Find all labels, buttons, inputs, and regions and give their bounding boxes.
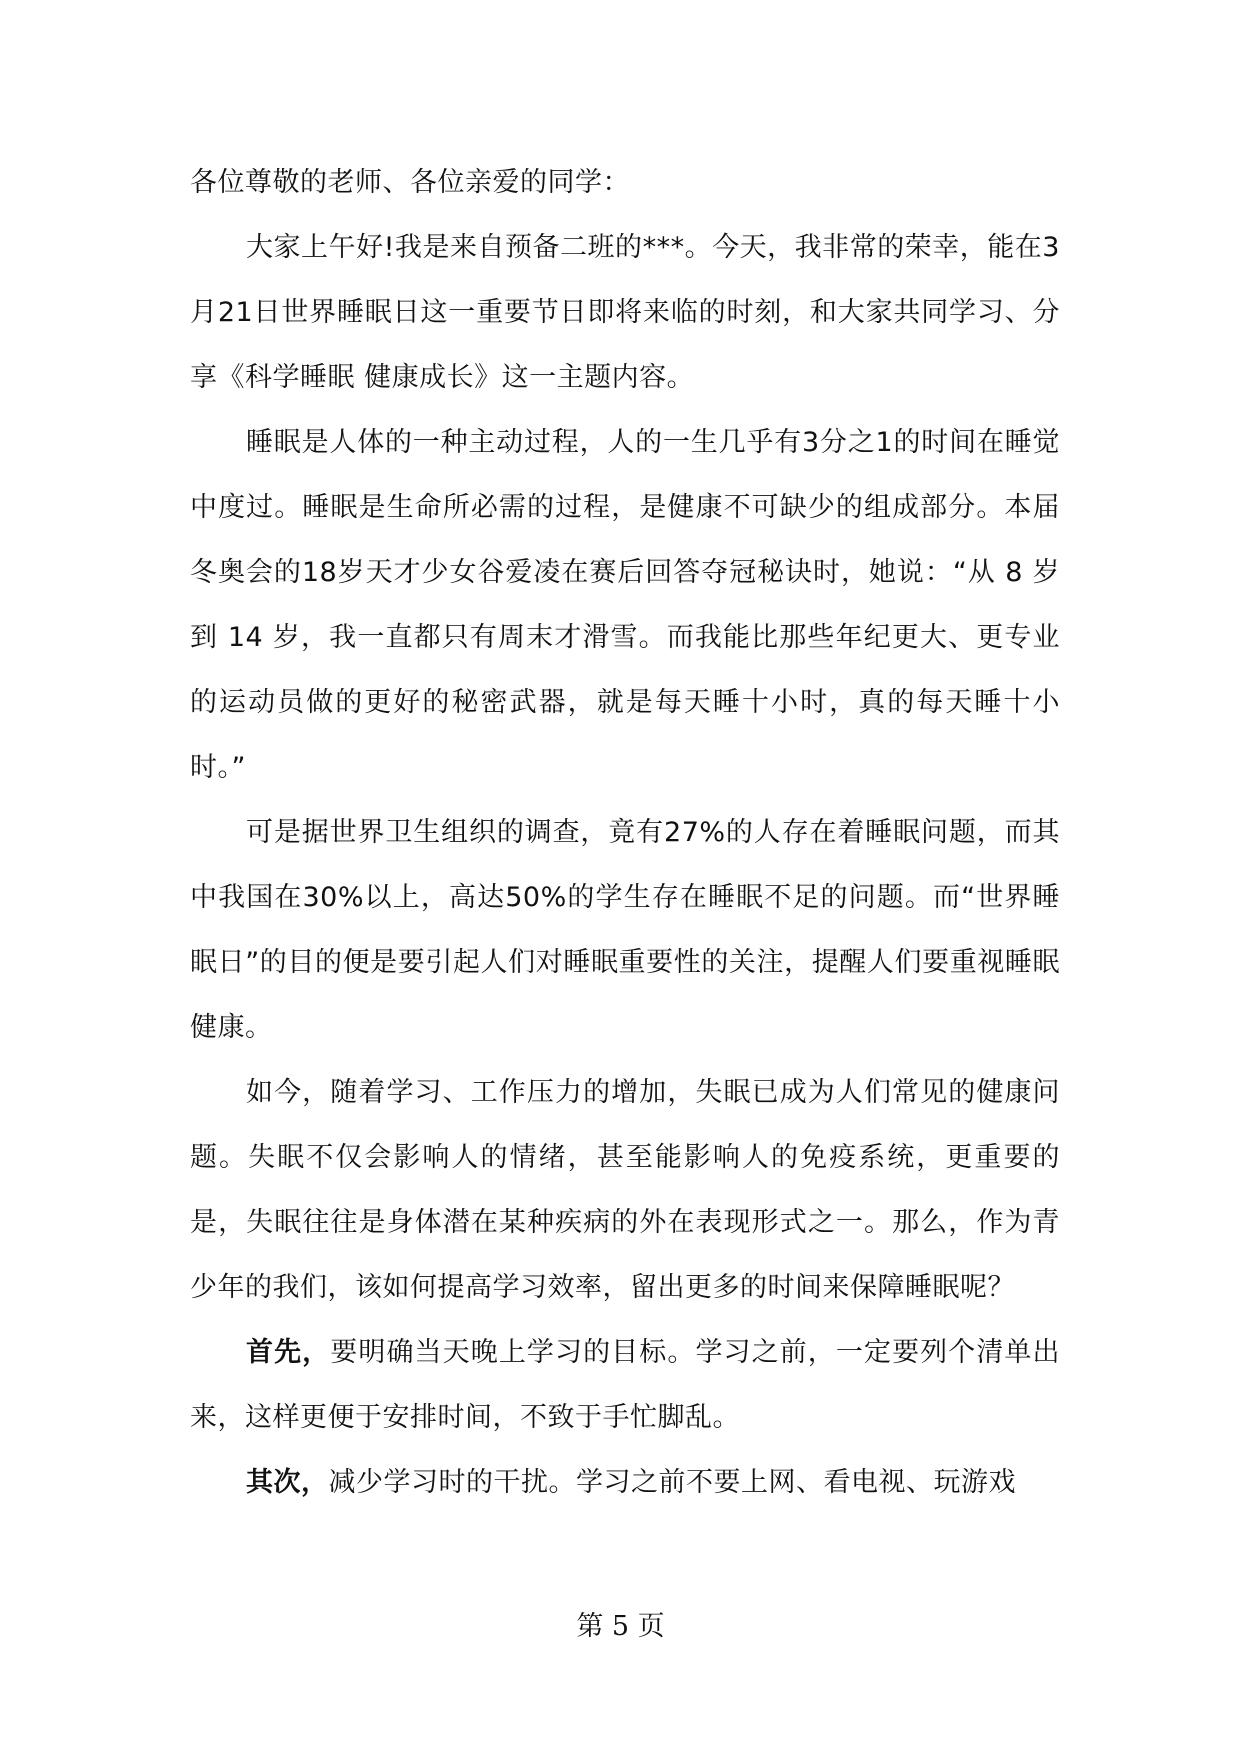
paragraph-sleep-importance [190, 410, 1060, 800]
page-number: 第 5 页 [576, 1611, 665, 1642]
document-body [190, 150, 1060, 1515]
paragraph-text: 睡眠是人体的一种主动过程，人的一生几乎有3分之1的时间在睡觉中度过。睡眠是生命所必需的过程，是健康不可缺少的组成部分。本届冬奥会的18岁天才少女谷爱凌在赛后回答夺冠秘诀时，她说：“从 8 岁到 14 岁，我一直都只有周末才滑雪。而我能比那些年纪更大、更专业的运动员做的更好的秘密武器，就是每天睡十小时，真的每天睡十小时。” [190, 427, 1060, 783]
paragraph-second-tip [190, 1450, 1060, 1515]
paragraph-text: 大家上午好!我是来自预备二班的***。今天，我非常的荣幸，能在3月21日世界睡眠日这一重要节日即将来临的时刻，和大家共同学习、分享《科学睡眠 健康成长》这一主题内容。 [190, 232, 1060, 393]
paragraph-text: 可是据世界卫生组织的调查，竟有27%的人存在着睡眠问题，而其中我国在30%以上，高达50%的学生存在睡眠不足的问题。而“世界睡眠日”的目的便是要引起人们对睡眠重要性的关注，提醒人们要重视睡眠健康。 [190, 817, 1060, 1043]
paragraph-text: 如今，随着学习、工作压力的增加，失眠已成为人们常见的健康问题。失眠不仅会影响人的情绪，甚至能影响人的免疫系统，更重要的是，失眠往往是身体潜在某种疾病的外在表现形式之一。那么，作为青少年的我们，该如何提高学习效率，留出更多的时间来保障睡眠呢？ [190, 1077, 1060, 1303]
paragraph-lead-second: 其次， [246, 1467, 329, 1498]
paragraph-first-tip [190, 1320, 1060, 1450]
paragraph-greeting [190, 215, 1060, 410]
paragraph-statistics [190, 800, 1060, 1060]
paragraph-insomnia [190, 1060, 1060, 1320]
paragraph-lead-first: 首先， [246, 1337, 331, 1368]
paragraph-text: 要明确当天晚上学习的目标。学习之前，一定要列个清单出来，这样更便于安排时间，不致于手忙脚乱。 [190, 1337, 1061, 1433]
salutation: 各位尊敬的老师、各位亲爱的同学： [190, 167, 630, 198]
paragraph-text: 减少学习时的干扰。学习之前不要上网、看电视、玩游戏 [328, 1467, 1016, 1498]
